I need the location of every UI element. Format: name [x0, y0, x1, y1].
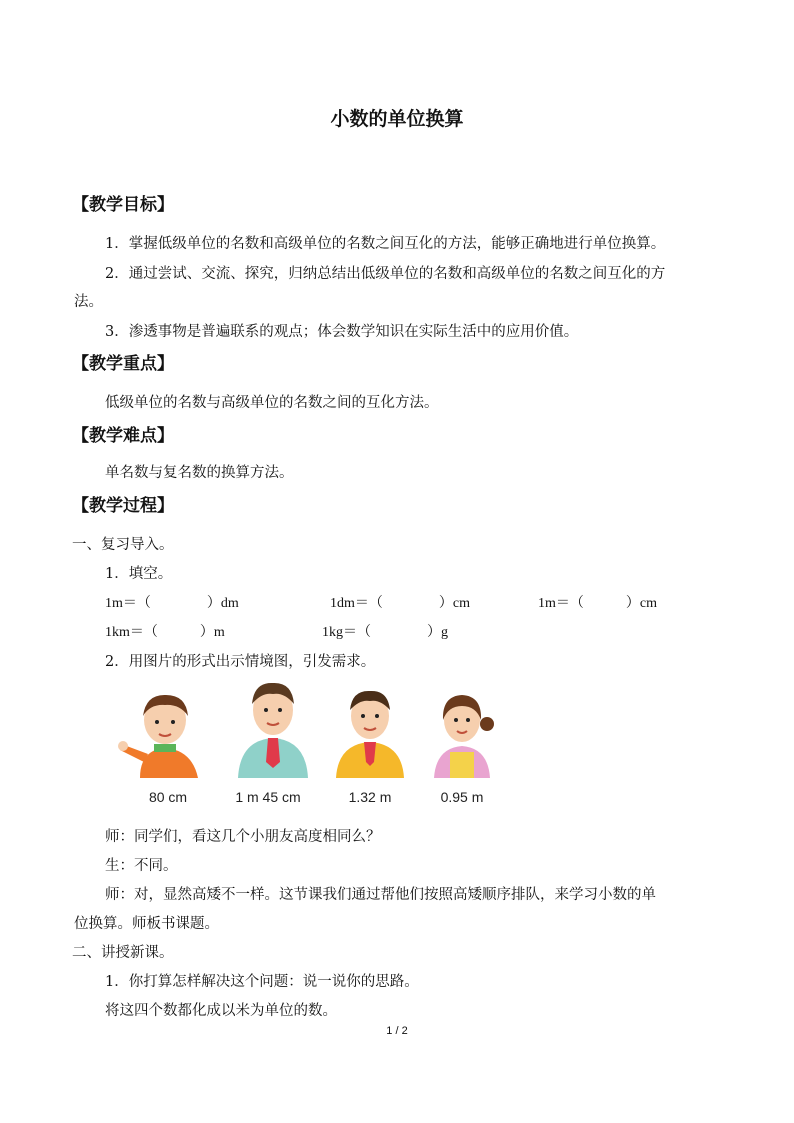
dialog-2: 生：不同。 [105, 858, 178, 874]
key-point-heading: 【教学重点】 [72, 354, 174, 374]
part-2-heading: 二、讲授新课。 [72, 945, 174, 961]
child-2-illustration [228, 678, 318, 778]
objective-2-cont: 法。 [74, 294, 103, 310]
difficulty-text: 单名数与复名数的换算方法。 [105, 465, 294, 481]
caption-3: 1.32 m [348, 789, 392, 805]
fill-blank-3: 1m＝（ ）cm [538, 596, 657, 611]
dialog-1: 师：同学们，看这几个小朋友高度相同么？ [105, 829, 381, 845]
page-title: 小数的单位换算 [330, 108, 464, 130]
fill-blank-4: 1km＝（ ）m [105, 625, 225, 640]
difficulty-heading: 【教学难点】 [72, 426, 174, 446]
item-1: 1．填空。 [105, 566, 173, 582]
dialog-3: 师：对，显然高矮不一样。这节课我们通过帮他们按照高矮顺序排队，来学习小数的单 [105, 887, 656, 903]
objective-1: 1．掌握低级单位的名数和高级单位的名数之间互化的方法，能够正确地进行单位换算。 [105, 236, 666, 252]
dialog-3-cont: 位换算。师板书课题。 [74, 916, 219, 932]
objectives-heading: 【教学目标】 [72, 195, 174, 215]
caption-2: 1 m 45 cm [235, 789, 301, 805]
objective-2: 2．通过尝试、交流、探究，归纳总结出低级单位的名数和高级单位的名数之间互化的方 [105, 266, 666, 282]
child-4-illustration [428, 690, 498, 778]
child-1-illustration [118, 690, 213, 778]
process-heading: 【教学过程】 [72, 496, 174, 516]
fill-blank-2: 1dm＝（ ）cm [330, 596, 470, 611]
fill-blank-5: 1kg＝（ ）g [322, 625, 448, 640]
fill-blank-1: 1m＝（ ）dm [105, 596, 239, 611]
caption-1: 80 cm [148, 789, 188, 805]
key-point-text: 低级单位的名数与高级单位的名数之间的互化方法。 [105, 395, 439, 411]
item-3: 1．你打算怎样解决这个问题：说一说你的思路。 [105, 974, 419, 990]
objective-3: 3．渗透事物是普遍联系的观点；体会数学知识在实际生活中的应用价值。 [105, 324, 579, 340]
child-3-illustration [330, 686, 410, 778]
item-3-text: 将这四个数都化成以米为单位的数。 [105, 1003, 337, 1019]
item-2: 2．用图片的形式出示情境图，引发需求。 [105, 654, 376, 670]
part-1-heading: 一、复习导入。 [72, 537, 174, 553]
caption-4: 0.95 m [440, 789, 484, 805]
page-number: 1 / 2 [386, 1025, 408, 1037]
